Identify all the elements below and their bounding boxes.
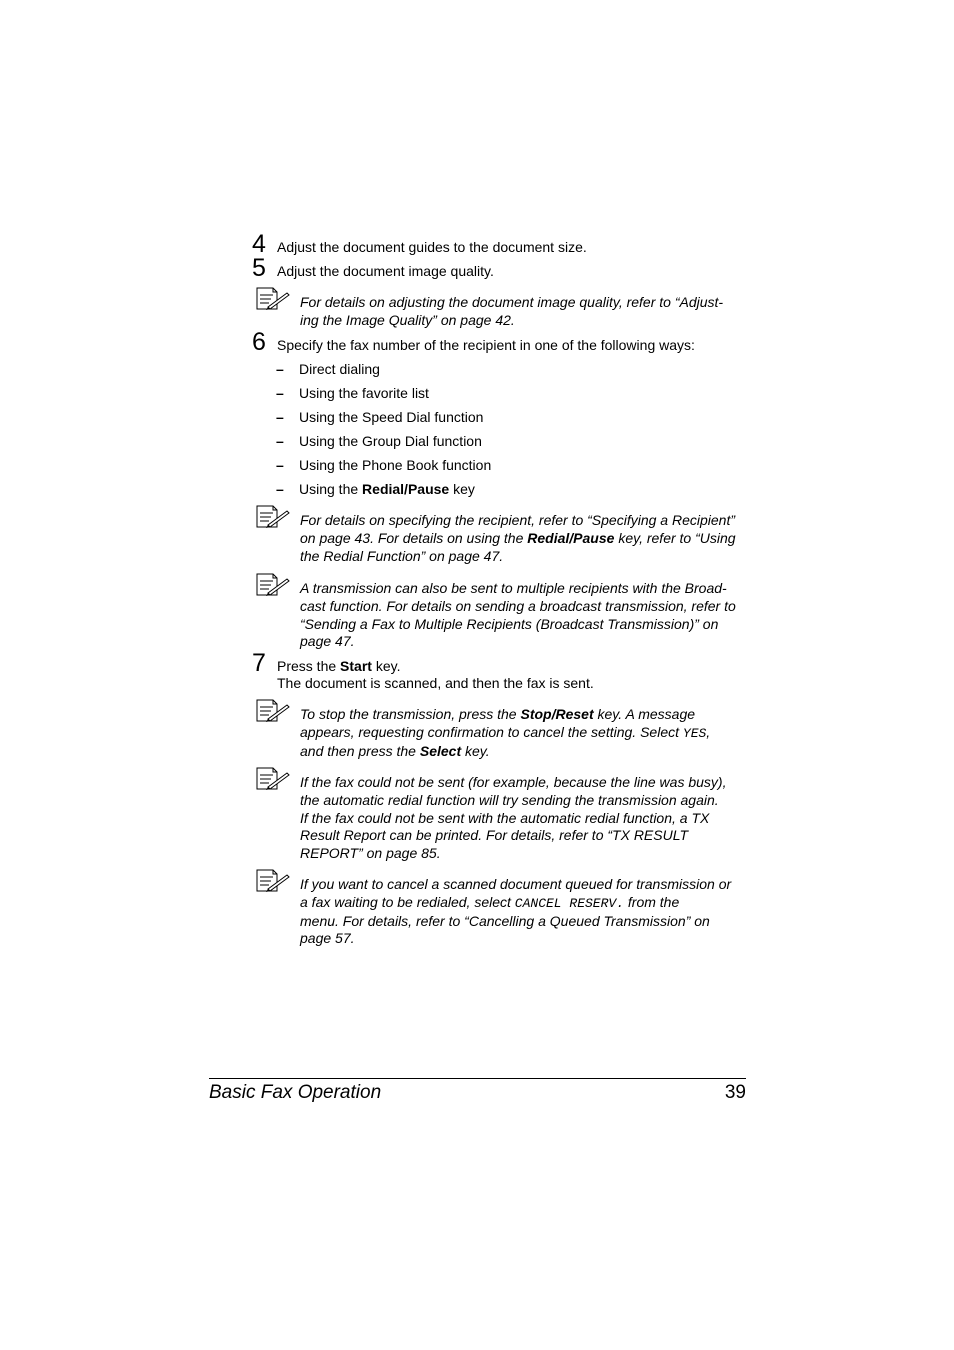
bullet-dash: – bbox=[276, 433, 284, 449]
footer-divider bbox=[209, 1078, 746, 1079]
note-line: and then press the Select key. bbox=[300, 742, 490, 759]
bullet-text: Using the Group Dial function bbox=[299, 433, 482, 449]
step-number: 5 bbox=[252, 254, 266, 282]
bullet-dash: – bbox=[276, 457, 284, 473]
note-line: a fax waiting to be redialed, select CANCEL RESERV. from the bbox=[300, 893, 680, 911]
note-line: page 57. bbox=[300, 930, 355, 947]
note-line: To stop the transmission, press the Stop/Reset key. A message bbox=[300, 706, 696, 722]
note-line: appears, requesting confirmation to cancel the setting. Select YES, bbox=[300, 723, 711, 741]
note bbox=[300, 774, 746, 863]
step-text: The document is scanned, and then the fax is sent. bbox=[277, 675, 594, 691]
bullet-dash: – bbox=[276, 409, 284, 425]
note-line: If you want to cancel a scanned document queued for transmission or bbox=[300, 876, 732, 892]
note bbox=[300, 294, 746, 330]
step-number: 4 bbox=[252, 230, 266, 258]
bullet-dash: – bbox=[276, 385, 284, 401]
step-text: Specify the fax number of the recipient in one of the following ways: bbox=[277, 337, 695, 353]
bullet-text: Using the favorite list bbox=[299, 385, 429, 401]
note-line: If the fax could not be sent with the automatic redial function, a TX bbox=[300, 809, 710, 826]
note-line: cast function. For details on sending a broadcast transmission, refer to bbox=[300, 597, 736, 614]
footer-title: Basic Fax Operation bbox=[209, 1082, 382, 1103]
note-pencil-icon bbox=[256, 699, 290, 723]
note bbox=[300, 706, 746, 760]
note-line: ing the Image Quality” on page 42. bbox=[300, 311, 515, 328]
note-line: page 47. bbox=[300, 633, 355, 650]
note-line: For details on specifying the recipient, refer to “Specifying a Recipient” bbox=[300, 512, 735, 528]
step-text: Adjust the document image quality. bbox=[277, 263, 494, 279]
bullet-text: Using the Phone Book function bbox=[299, 457, 492, 473]
bullet-text: Direct dialing bbox=[299, 361, 380, 377]
note-line: the automatic redial function will try sending the transmission again. bbox=[300, 791, 719, 808]
note-pencil-icon bbox=[256, 767, 290, 791]
page-number: 39 bbox=[724, 1082, 746, 1103]
note bbox=[300, 512, 746, 565]
note-pencil-icon bbox=[256, 287, 290, 311]
note-line: If the fax could not be sent (for example, because the line was busy), bbox=[300, 774, 727, 790]
note bbox=[300, 580, 746, 651]
note-line: A transmission can also be sent to multiple recipients with the Broad- bbox=[300, 580, 727, 596]
bullet-text: Using the Speed Dial function bbox=[299, 409, 484, 425]
step-text: Adjust the document guides to the document size. bbox=[277, 239, 587, 255]
step-text: Press the Start key. bbox=[277, 658, 401, 674]
bullet-dash: – bbox=[276, 361, 284, 377]
step-number: 7 bbox=[252, 649, 266, 677]
note-line: For details on adjusting the document image quality, refer to “Adjust- bbox=[300, 294, 724, 310]
step-number: 6 bbox=[252, 328, 266, 356]
note-line: “Sending a Fax to Multiple Recipients (Broadcast Transmission)” on bbox=[300, 615, 719, 632]
bullet-dash: – bbox=[276, 481, 284, 497]
note-pencil-icon bbox=[256, 505, 290, 529]
note-line: on page 43. For details on using the Redial/Pause key, refer to “Using bbox=[300, 529, 736, 546]
bullet-text: Using the Redial/Pause key bbox=[299, 481, 475, 497]
note bbox=[300, 876, 746, 948]
note-pencil-icon bbox=[256, 869, 290, 893]
note-line: menu. For details, refer to “Cancelling a Queued Transmission” on bbox=[300, 912, 710, 929]
note-pencil-icon bbox=[256, 573, 290, 597]
note-line: the Redial Function” on page 47. bbox=[300, 547, 504, 564]
note-line: Result Report can be printed. For details, refer to “TX RESULT bbox=[300, 827, 689, 844]
note-line: REPORT” on page 85. bbox=[300, 845, 441, 862]
